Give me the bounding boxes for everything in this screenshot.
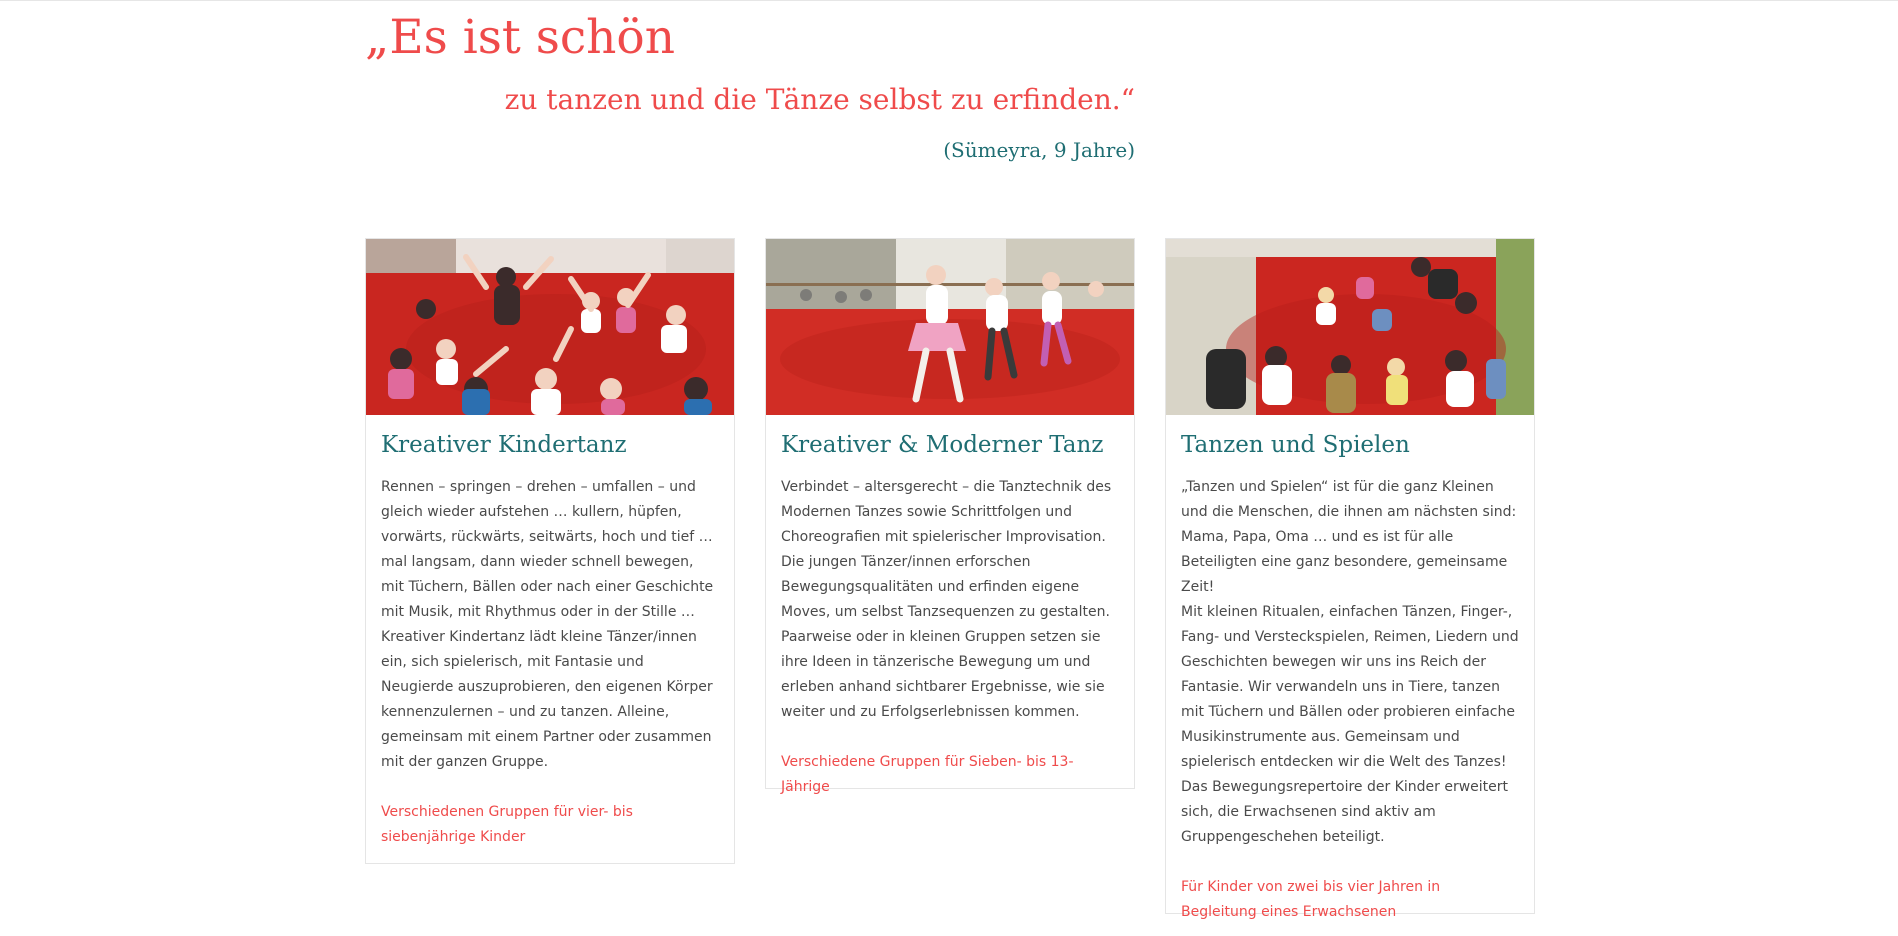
quote-line-1: „Es ist schön	[365, 10, 675, 65]
card-image-kindertanz[interactable]	[366, 239, 734, 415]
card-title[interactable]: Kreativer Kindertanz	[381, 432, 627, 458]
parents-toddlers-photo	[1166, 239, 1534, 415]
top-divider	[0, 0, 1898, 1]
course-card-kindertanz	[365, 238, 735, 864]
card-image-moderner-tanz[interactable]	[766, 239, 1134, 415]
card-paragraph: Verbindet – altersgerecht – die Tanztechnik des Modernen Tanzes sowie Schrittfolgen und Choreografien mit spielerischer Improvisation.	[781, 479, 1112, 545]
quote-author: (Sümeyra, 9 Jahre)	[943, 138, 1135, 162]
card-paragraph: Die jungen Tänzer/innen erforschen Bewegungsqualitäten und erfinden eigene Moves, um selbst Tanzsequenzen zu gestalten. Paarweise oder in kleinen Gruppen setzen sie ihre Ideen in tänzerische Bewegung um und erleben anhand sichtbarer Ergebnisse, wie sie weiter und zu Erfolgserlebnissen kommen.	[781, 554, 1110, 720]
card-description	[781, 475, 1119, 725]
card-group-link[interactable]: Für Kinder von zwei bis vier Jahren in Begleitung eines Erwachsenen	[1181, 879, 1441, 920]
card-group-link[interactable]: Verschiedenen Gruppen für vier- bis siebenjährige Kinder	[381, 804, 633, 845]
course-card-moderner-tanz	[765, 238, 1135, 795]
children-circle-photo	[366, 239, 734, 415]
children-dancing-photo	[766, 239, 1134, 415]
card-description	[1181, 475, 1519, 850]
course-card-tanzen-und-spielen	[1165, 238, 1535, 920]
card-paragraph: Rennen – springen – drehen – umfallen – und gleich wieder aufstehen … kullern, hüpfen, vorwärts, rückwärts, seitwärts, hoch und tief … mal langsam, dann wieder schnell bewegen, mit Tüchern, Bällen oder nach einer Geschichte mit Musik, mit Rhythmus oder in der Stille …	[381, 479, 714, 620]
quote-line-2: zu tanzen und die Tänze selbst zu erfinden.“	[504, 83, 1135, 116]
card-paragraph: Das Bewegungsrepertoire der Kinder erweitert sich, die Erwachsenen sind aktiv am Gruppengeschehen beteiligt.	[1181, 779, 1508, 845]
card-paragraph: Kreativer Kindertanz lädt kleine Tänzer/innen ein, sich spielerisch, mit Fantasie und Neugierde auszuprobieren, den eigenen Körper kennenzulernen – und zu tanzen. Alleine, gemeinsam mit einem Partner oder zusammen mit der ganzen Gruppe.	[381, 629, 713, 770]
card-image-tanzen-und-spielen[interactable]	[1166, 239, 1534, 415]
card-description	[381, 475, 719, 775]
card-body	[366, 415, 734, 850]
card-body	[766, 415, 1134, 800]
card-paragraph: Mit kleinen Ritualen, einfachen Tänzen, Finger-, Fang- und Versteckspielen, Reimen, Liedern und Geschichten bewegen wir uns ins Reich der Fantasie. Wir verwandeln uns in Tiere, tanzen mit Tüchern und Bällen oder probieren einfache Musikinstrumente aus. Gemeinsam und spielerisch entdecken wir die Welt des Tanzes!	[1181, 604, 1519, 770]
card-paragraph: „Tanzen und Spielen“ ist für die ganz Kleinen und die Menschen, die ihnen am nächsten sind: Mama, Papa, Oma … und es ist für alle Beteiligten eine ganz besondere, gemeinsame Zeit!	[1181, 479, 1517, 595]
card-title[interactable]: Tanzen und Spielen	[1181, 432, 1410, 458]
card-title[interactable]: Kreativer & Moderner Tanz	[781, 432, 1104, 458]
card-group-link[interactable]: Verschiedene Gruppen für Sieben- bis 13-Jährige	[781, 754, 1074, 795]
quote-block	[365, 8, 1135, 178]
card-body	[1166, 415, 1534, 925]
